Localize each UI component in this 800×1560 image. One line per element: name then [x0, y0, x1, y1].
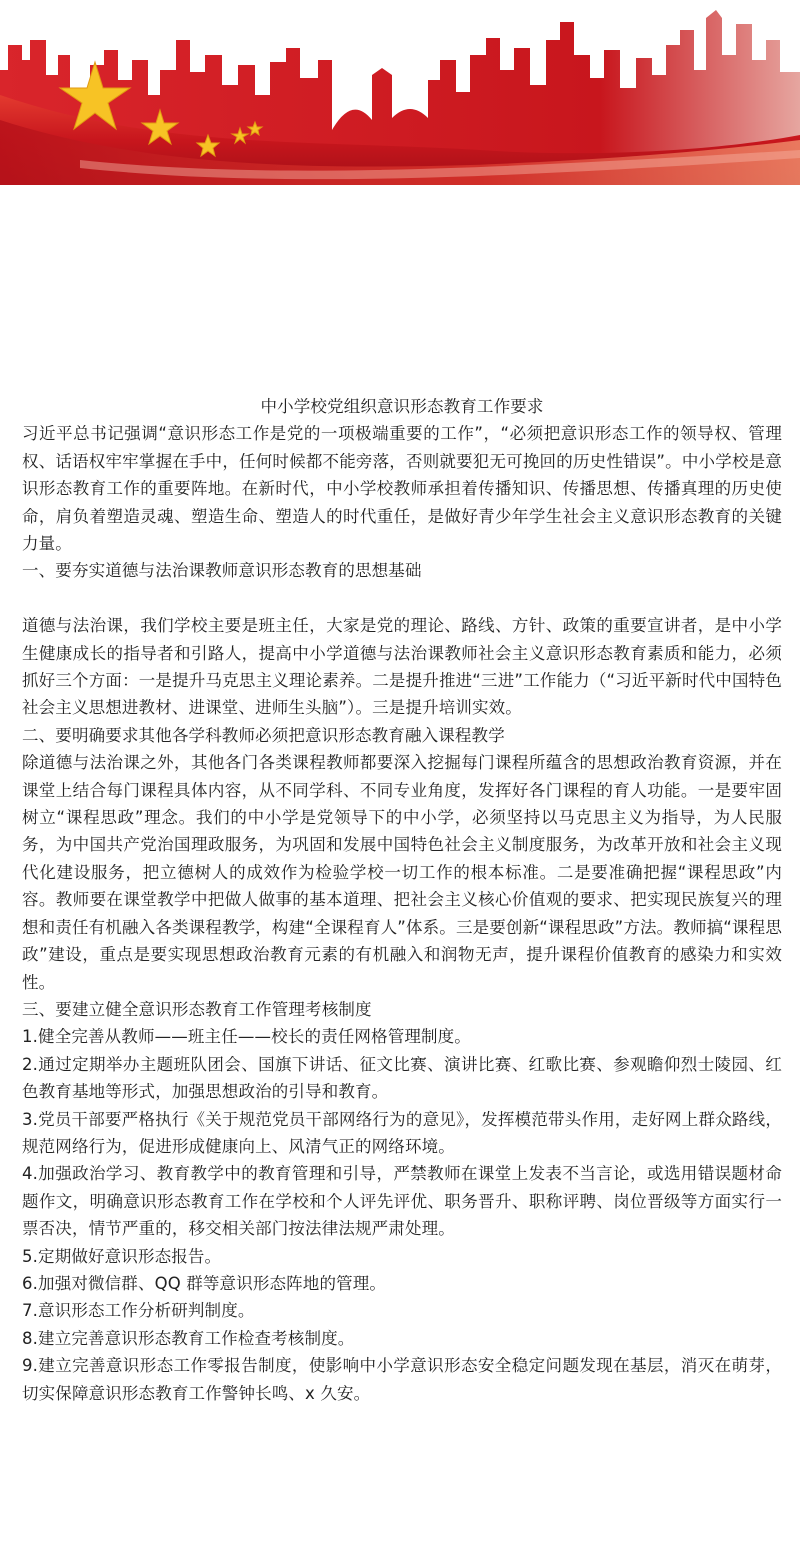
document-body [22, 393, 782, 1407]
document-title: 中小学校党组织意识形态教育工作要求 [260, 397, 544, 416]
section3-heading: 三、要建立健全意识形态教育工作管理考核制度 [22, 999, 372, 1019]
blank-line [22, 585, 782, 612]
list-item-9: 9.建立完善意识形态工作零报告制度，使影响中小学意识形态安全稳定问题发现在基层，消灭在萌芽，切实保障意识形态教育工作警钟长鸣、x 久安。 [22, 1356, 782, 1403]
section1-paragraph: 道德与法治课，我们学校主要是班主任，大家是党的理论、路线、方针、政策的重要宣讲者，是中小学生健康成长的指导者和引路人，提高中小学道德与法治课教师社会主义意识形态教育素质和能力，必须抓好三个方面：一是提升马克思主义理论素养。二是提升推进“三进”工作能力（“习近平新时代中国特色社会主义思想进教材、进课堂、进师生头脑”）。三是提升培训实效。 [22, 616, 782, 718]
list-item-7: 7.意识形态工作分析研判制度。 [22, 1301, 255, 1321]
list-item-8: 8.建立完善意识形态教育工作检查考核制度。 [22, 1328, 355, 1348]
list-item-2: 2.通过定期举办主题班队团会、国旗下讲话、征文比赛、演讲比赛、红歌比赛、参观瞻仰烈士陵园、红色教育基地等形式，加强思想政治的引导和教育。 [22, 1054, 782, 1102]
city-skyline-banner-icon [0, 0, 800, 185]
list-item-3: 3.党员干部要严格执行《关于规范党员干部网络行为的意见》，发挥模范带头作用，走好网上群众路线，规范网络行为，促进形成健康向上、风清气正的网络环境。 [22, 1109, 782, 1156]
list-item-6: 6.加强对微信群、QQ 群等意识形态阵地的管理。 [22, 1273, 387, 1293]
section2-paragraph: 除道德与法治课之外，其他各门各类课程教师都要深入挖掘每门课程所蕴含的思想政治教育资源，并在课堂上结合每门课程具体内容，从不同学科、不同专业角度，发挥好各门课程的育人功能。一是要牢固树立“课程思政”理念。我们的中小学是党领导下的中小学，必须坚持以马克思主义为指导，为人民服务，为中国共产党治国理政服务，为巩固和发展中国特色社会主义制度服务，为改革开放和社会主义现代化建设服务，把立德树人的成效作为检验学校一切工作的根本标准。二是要准确把握“课程思政”内容。教师要在课堂教学中把做人做事的基本道理、把社会主义核心价值观的要求、把实现民族复兴的理想和责任有机融入各类课程教学，构建“全课程育人”体系。三是要创新“课程思政”方法。教师搞“课程思政”建设，重点是要实现思想政治教育元素的有机融入和润物无声，提升课程价值教育的感染力和实效性。 [22, 753, 782, 992]
list-item-4: 4.加强政治学习、教育教学中的教育管理和引导，严禁教师在课堂上发表不当言论，或选用错误题材命题作文，明确意识形态教育工作在学校和个人评先评优、职务晋升、职称评聘、岗位晋级等方面实行一票否决，情节严重的，移交相关部门按法律法规严肃处理。 [22, 1164, 782, 1239]
list-item-1: 1.健全完善从教师——班主任——校长的责任网格管理制度。 [22, 1027, 471, 1047]
header-banner [0, 0, 800, 185]
list-item-5: 5.定期做好意识形态报告。 [22, 1246, 222, 1266]
section1-heading: 一、要夯实道德与法治课教师意识形态教育的思想基础 [22, 561, 422, 581]
section2-heading: 二、要明确要求其他各学科教师必须把意识形态教育融入课程教学 [22, 725, 505, 745]
intro-paragraph: 习近平总书记强调“意识形态工作是党的一项极端重要的工作”，“必须把意识形态工作的领导权、管理权、话语权牢牢掌握在手中，任何时候都不能旁落，否则就要犯无可挽回的历史性错误”。中小学校是意识形态教育工作的重要阵地。在新时代，中小学校教师承担着传播知识、传播思想、传播真理的历史使命，肩负着塑造灵魂、塑造生命、塑造人的时代重任，是做好青少年学生社会主义意识形态教育的关键力量。 [22, 424, 782, 554]
